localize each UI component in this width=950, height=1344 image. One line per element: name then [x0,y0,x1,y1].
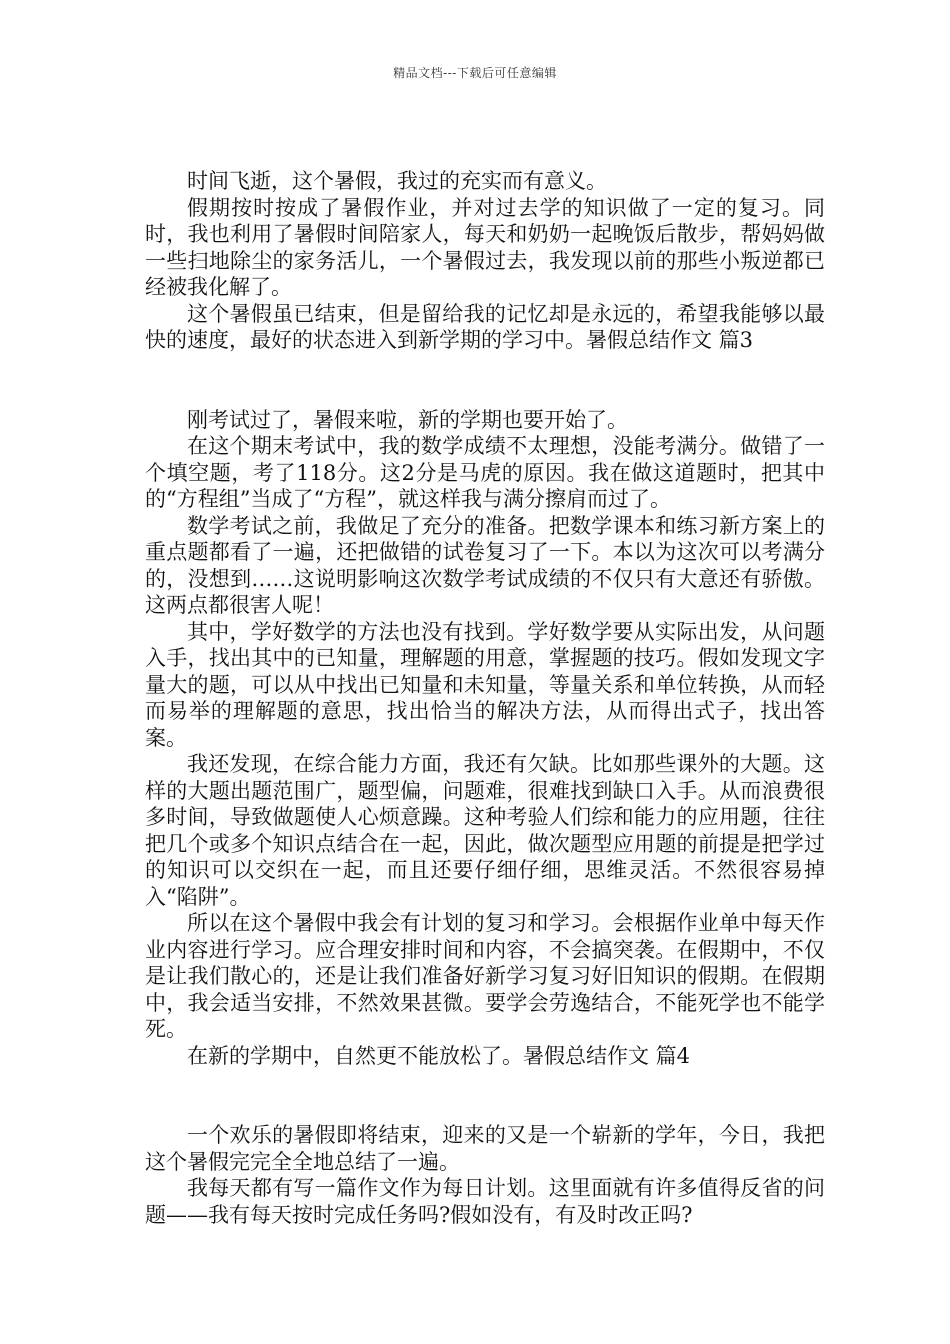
section-gap [145,1069,825,1122]
document-body [145,168,825,1228]
paragraph: 数学考试之前，我做足了充分的准备。把数学课本和练习新方案上的重点题都看了一遍，还把做错的试卷复习了一下。本以为这次可以考满分的，没想到……这说明影响这次数学考试成绩的不仅只有大意还有骄傲。这两点都很害人呢！ [145,513,825,617]
paragraph: 这个暑假虽已结束，但是留给我的记忆却是永远的，希望我能够以最快的速度，最好的状态进入到新学期的学习中。暑假总结作文 篇3 [145,301,825,352]
paragraph: 所以在这个暑假中我会有计划的复习和学习。会根据作业单中每天作业内容进行学习。应合理安排时间和内容，不会搞突袭。在假期中，不仅是让我们散心的，还是让我们准备好新学习复习好旧知识的假期。在假期中，我会适当安排，不然效果甚微。要学会劳逸结合，不能死学也不能学死。 [145,911,825,1041]
paragraph: 其中，学好数学的方法也没有找到。学好数学要从实际出发，从问题入手，找出其中的已知量，理解题的用意，掌握题的技巧。假如发现文字量大的题，可以从中找出已知量和未知量，等量关系和单位转换，从而轻而易举的理解题的意思，找出恰当的解决方法，从而得出式子，找出答案。 [145,619,825,750]
page-header: 精品文档---下载后可任意编辑 [393,66,557,80]
paragraph: 一个欢乐的暑假即将结束，迎来的又是一个崭新的学年，今日，我把这个暑假完完全全地总结了一遍。 [145,1123,825,1174]
section-gap [145,354,825,407]
paragraph: 假期按时按成了暑假作业，并对过去学的知识做了一定的复习。同时，我也利用了暑假时间陪家人，每天和奶奶一起晚饭后散步，帮妈妈做一些扫地除尘的家务活儿，一个暑假过去，我发现以前的那些小叛逆都已经被我化解了。 [145,195,825,299]
paragraph: 时间飞逝，这个暑假，我过的充实而有意义。 [187,169,607,193]
paragraph: 我每天都有写一篇作文作为每日计划。这里面就有许多值得反省的问题——我有每天按时完成任务吗?假如没有，有及时改正吗? [145,1176,825,1227]
paragraph: 在新的学期中，自然更不能放松了。暑假总结作文 篇4 [187,1043,691,1068]
paragraph: 刚考试过了，暑假来啦，新的学期也要开始了。 [187,407,628,432]
paragraph: 我还发现，在综合能力方面，我还有欠缺。比如那些课外的大题。这样的大题出题范围广，题型偏，问题难，很难找到缺口入手。从而浪费很多时间，导致做题使人心烦意躁。这种考验人们综和能力的应用题，往往把几个或多个知识点结合在一起，因此，做次题型应用题的前提是把学过的知识可以交织在一起，而且还要仔细仔细，思维灵活。不然很容易掉入“陷阱”。 [145,752,825,909]
paragraph: 在这个期末考试中，我的数学成绩不太理想，没能考满分。做错了一个填空题，考了118分。这2分是马虎的原因。我在做这道题时，把其中的“方程组”当成了“方程”，就这样我与满分擦肩而过了。 [145,434,825,511]
